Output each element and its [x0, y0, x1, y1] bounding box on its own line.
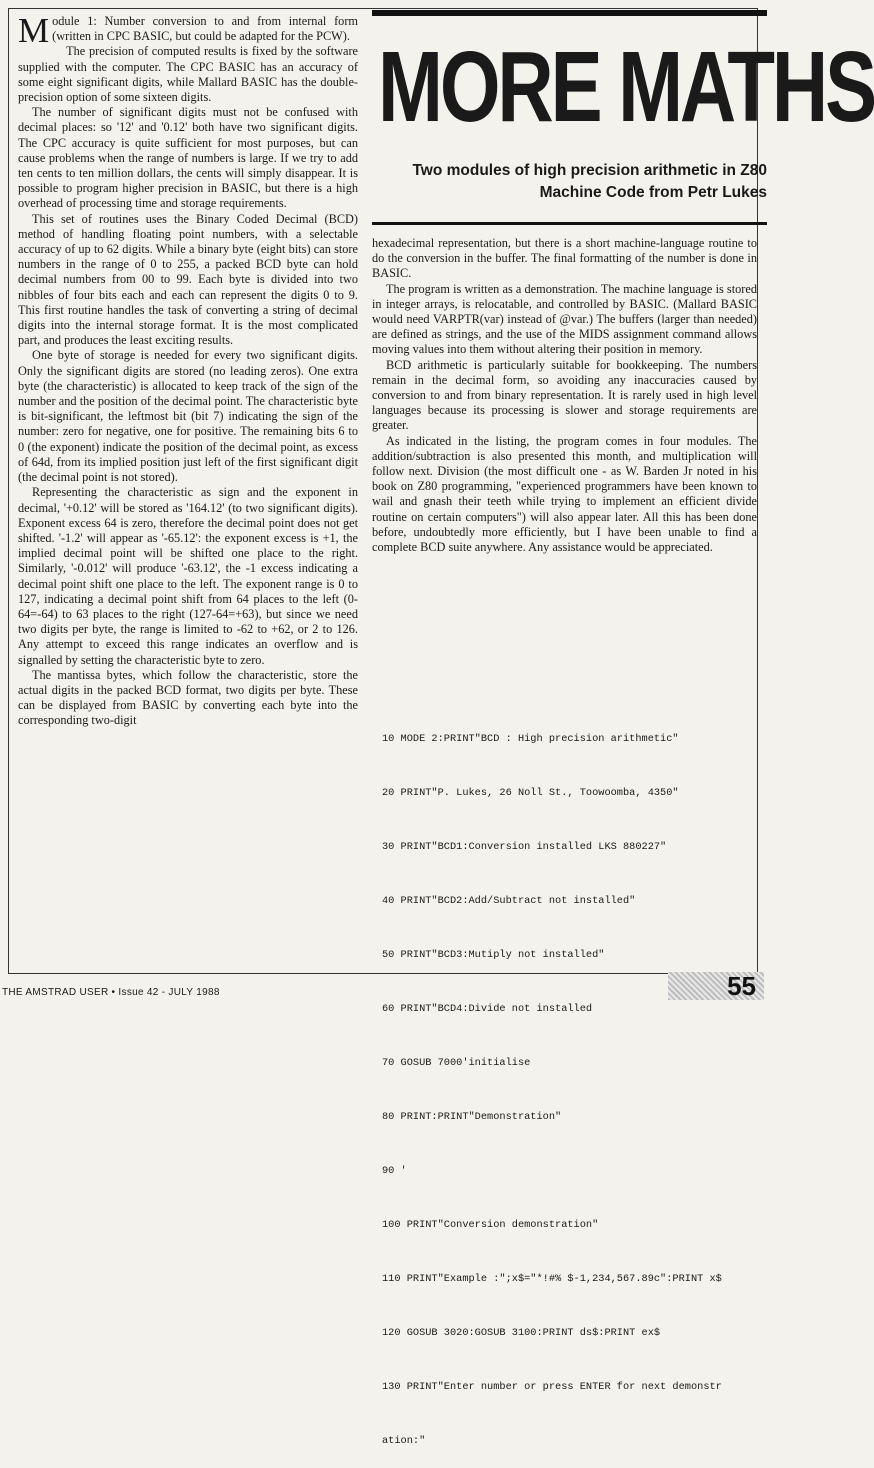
listing-line: 100 PRINT"Conversion demonstration" [382, 1219, 599, 1231]
listing-line: 90 ' [382, 1165, 407, 1177]
program-listing [382, 694, 754, 1468]
title-rule-bottom [372, 222, 767, 225]
listing-line: ation:" [382, 1435, 426, 1447]
listing-line: 120 GOSUB 3020:GOSUB 3100:PRINT ds$:PRINT ex$ [382, 1327, 661, 1339]
body-paragraph: The mantissa bytes, which follow the characteristic, store the actual digits in the packed BCD format, two digits per byte. These can be displayed from BASIC by converting each byte into the corresponding two-digit [18, 667, 358, 728]
body-paragraph: This set of routines uses the Binary Coded Decimal (BCD) method of handling floating point numbers, with a selectable accuracy of up to 62 digits. While a binary byte (eight bits) can store numbers in the range of 0 to 255, a packed BCD byte can hold decimal numbers from 00 to 99. Each byte is divided into two nibbles of four bits each and each can represent the digits 0 to 9. This first routine handles the task of converting a string of decimal digits into the internal storage format. It is the most complicated part, and produces the least exciting results. [18, 211, 358, 348]
right-column [372, 236, 757, 555]
listing-line: 70 GOSUB 7000'initialise [382, 1057, 531, 1069]
body-paragraph: The program is written as a demonstration. The machine language is stored in integer arrays, is relocatable, and controlled by BASIC. (Mallard BASIC would need VARPTR(var) instead of @var.) The buffers (larger than needed) are defined as strings, and the use of the MIDS assignment command allows moving values into them without altering their position in memory. [372, 281, 757, 357]
article-title: MORE MATHS [378, 31, 874, 143]
publication-line: THE AMSTRAD USER • Issue 42 - JULY 1988 [2, 987, 220, 998]
body-paragraph: Representing the characteristic as sign and the exponent in decimal, '+0.12' will be stored as '164.12' (to two significant digits). Exponent excess 64 is zero, therefore the decimal point does not get shifted. '-1.2' will appear as '-65.12': the exponent excess is +1, the implied decimal point will be shifted one place to the right. Similarly, '-0.012' will produce '-63.12', the -1 excess indicating a decimal point shift one place to the left. The exponent range is 0 to 127, indicating a decimal point shift from 64 places to the left (0-64=-64) to 63 places to the right (127-64=+63), but since we need two digits per byte, the range is limited to -62 to +62, or 2 to 126. Any attempt to exceed this range indicates an overflow and is signalled by setting the characteristic byte to zero. [18, 485, 358, 667]
listing-line: 20 PRINT"P. Lukes, 26 Noll St., Toowoomba, 4350" [382, 787, 679, 799]
listing-line: 10 MODE 2:PRINT"BCD : High precision arithmetic" [382, 733, 679, 745]
listing-line: 60 PRINT"BCD4:Divide not installed [382, 1003, 593, 1015]
body-paragraph: One byte of storage is needed for every two significant digits. Only the significant digits are stored (no leading zeros). One extra byte (the characteristic) is allocated to keep track of the sign of the number and the position of the decimal point. The characteristic byte is bit-significant, the leftmost bit (bit 7) indicating the sign of the number: zero for negative, one for positive. The remaining bits 6 to 0 (the exponent) indicate the position of the decimal point, as excess of 64d, from its implied position just left of the first significant digit (the decimal point is not stored). [18, 348, 358, 485]
body-paragraph: As indicated in the listing, the program comes in four modules. The addition/subtraction is also presented this month, and multiplication will follow next. Division (the most difficult one - as W. Barden Jr noted in his book on Z80 programming, "experienced programmers have been known to wail and gnash their teeth while trying to implement an efficient divide routine on certain computers") will also appear later. All this has been done before, undoubtedly more efficiently, but I have been unable to find a complete BCD suite anywhere. Any assistance would be appreciated. [372, 433, 757, 555]
page-number-box [668, 972, 764, 1000]
subtitle-line: Two modules of high precision arithmetic in Z80 [412, 162, 767, 179]
drop-cap: M [18, 11, 50, 50]
page-footer [0, 984, 767, 1000]
page-number: 55 [727, 971, 756, 1001]
body-paragraph: hexadecimal representation, but there is a short machine-language routine to do the conversion in the buffer. The final formatting of the number is done in BASIC. [372, 236, 757, 281]
intro-text: odule 1: Number conversion to and from internal form (written in CPC BASIC, but could be adapted for the PCW). [52, 14, 358, 44]
body-paragraph: BCD arithmetic is particularly suitable for bookkeeping. The numbers remain in the decimal form, so avoiding any inaccuracies caused by conversion to and from binary representation. It is rarely used in high level languages because its processing is slower and storage requirements are greater. [372, 357, 757, 433]
listing-line: 50 PRINT"BCD3:Mutiply not installed" [382, 949, 605, 961]
left-column [18, 11, 358, 729]
listing-line: 110 PRINT"Example :";x$="*!#% $-1,234,567.89c":PRINT x$ [382, 1273, 722, 1285]
body-paragraph: The number of significant digits must not be confused with decimal places: so '12' and '0.12' both have two significant digits. The CPC accuracy is quite sufficient for most purposes, but can cause problems when the range of numbers is large. If we try to add ten cents to ten million dollars, the cents will simply disappear. It is possible to program higher precision in BASIC, but there is a high overhead of processing time and storage requirements. [18, 105, 358, 211]
article-subtitle [372, 160, 767, 204]
listing-line: 30 PRINT"BCD1:Conversion installed LKS 880227" [382, 841, 667, 853]
subtitle-line: Machine Code from Petr Lukes [539, 184, 767, 201]
body-paragraph: The precision of computed results is fixed by the software supplied with the computer. The CPC BASIC has an accuracy of some eight significant digits, while Mallard BASIC has the double-precision option of some sixteen digits. [18, 44, 358, 105]
listing-line: 80 PRINT:PRINT"Demonstration" [382, 1111, 562, 1123]
intro-paragraph [18, 11, 358, 50]
title-rule-top [372, 10, 767, 16]
listing-line: 40 PRINT"BCD2:Add/Subtract not installed" [382, 895, 636, 907]
listing-line: 130 PRINT"Enter number or press ENTER for next demonstr [382, 1381, 722, 1393]
